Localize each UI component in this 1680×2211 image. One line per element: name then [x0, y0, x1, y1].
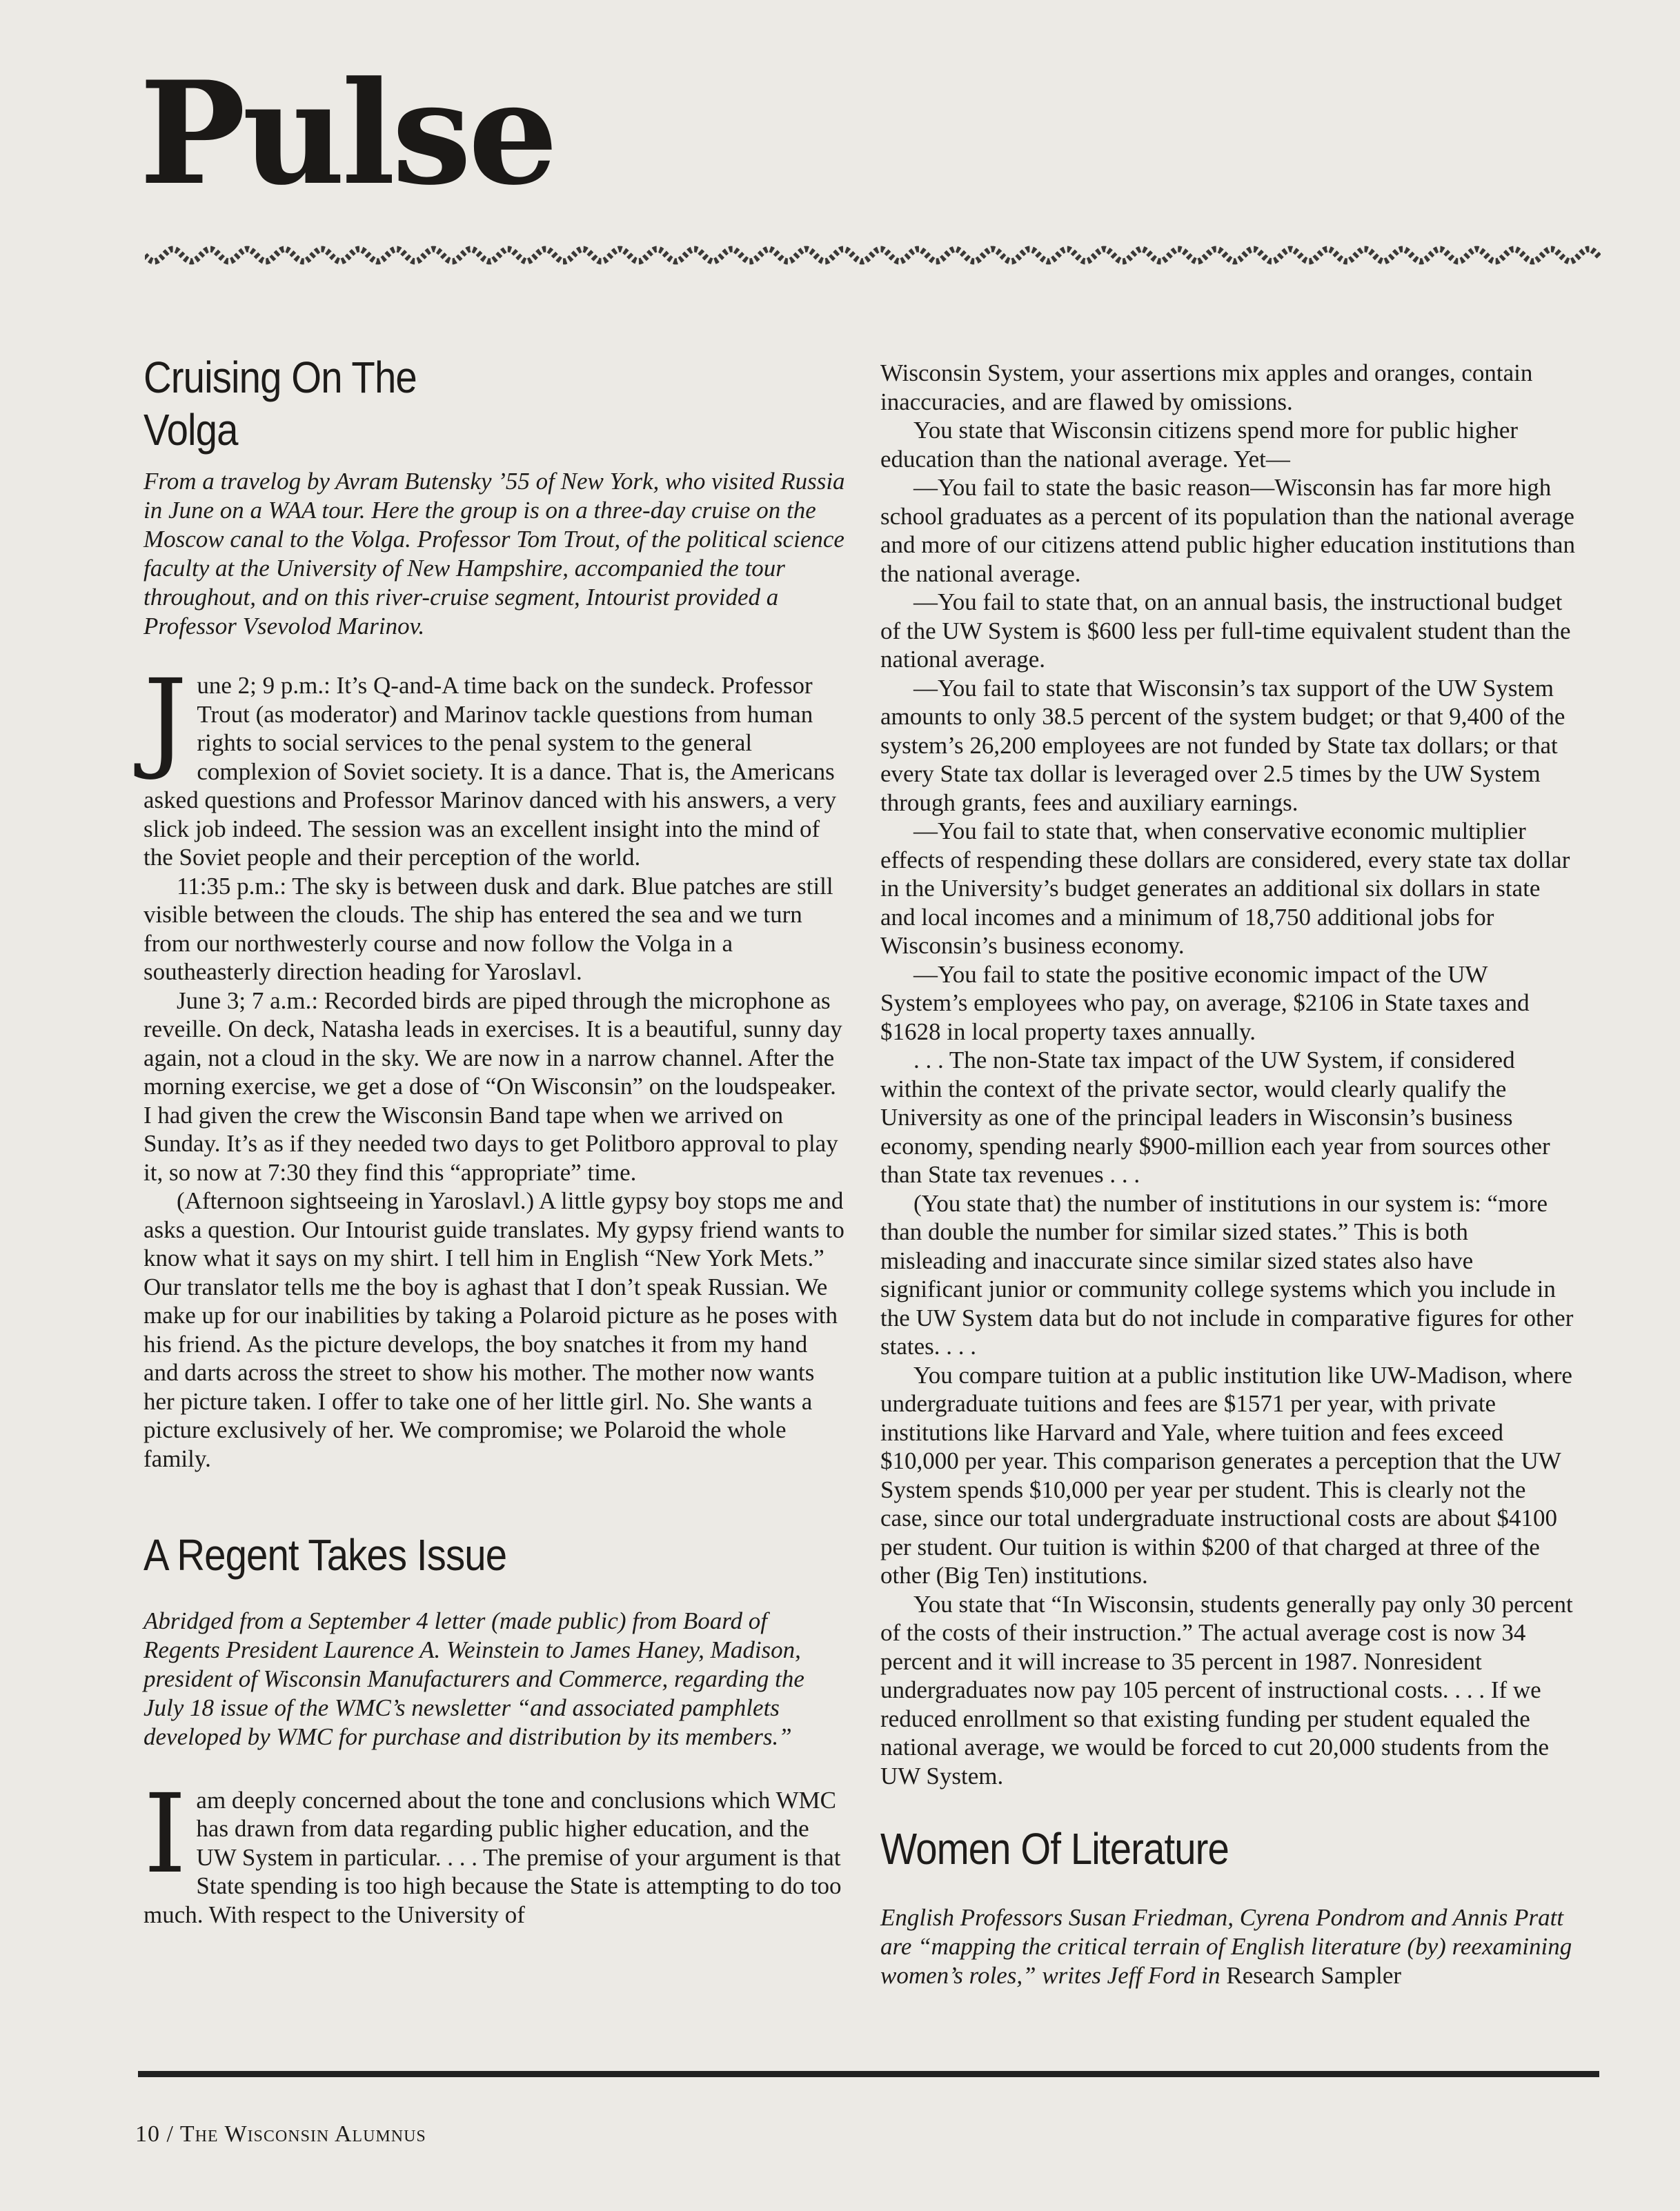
paragraph: —You fail to state the basic reason—Wisconsin has far more high school graduates as a percent of its population than the national average and more of our citizens attend public higher education institutions than the national average.: [880, 474, 1575, 587]
paragraph: 11:35 p.m.: The sky is between dusk and dark. Blue patches are still visible between the clouds. The ship has entered the sea and we turn from our northwesterly course and now follow the Volga in a southeasterly direction heading for Yaroslavl.: [144, 872, 833, 986]
article-body-cruising: [144, 656, 847, 1473]
drop-cap: I: [144, 1770, 187, 1898]
article-title-regent: A Regent Takes Issue: [144, 1530, 507, 1580]
paragraph: —You fail to state that, on an annual basis, the instructional budget of the UW System is $600 less per full-time equivalent student than the national average.: [880, 588, 1571, 673]
drop-cap: J: [144, 656, 188, 784]
paragraph: —You fail to state the positive economic impact of the UW System’s employees who pay, on average, $2106 in State taxes and $1628 in local property taxes annually.: [880, 960, 1530, 1045]
paragraph: . . . The non-State tax impact of the UW System, if considered within the context of the private sector, would clearly qualify the University as one of the principal leaders in Wisconsin’s business economy, spending nearly $900-million each year from sources other than State tax revenues . . .: [880, 1047, 1550, 1188]
publication-name: Research Sampler: [1226, 1961, 1402, 1989]
left-column: [144, 352, 847, 1929]
paragraph: You compare tuition at a public institution like UW-Madison, where undergraduate tuitions and fees are $1571 per year, with private institutions like Harvard and Yale, where tuition and fees exceed $10,000 per year. This comparison generates a perception that the UW System spends $10,000 per year per student. This is clearly not the case, since our total undergraduate instructional costs are about $4100 per student. Our tuition is within $200 of that charged at three of the other (Big Ten) institutions.: [880, 1361, 1572, 1589]
article-title-women: Women Of Literature: [880, 1824, 1229, 1874]
paragraph: —You fail to state that Wisconsin’s tax support of the UW System amounts to only 38.5 percent of the system budget; or that 9,400 of the system’s 26,200 employees are not funded by State tax dollars; or that every State tax dollar is leveraged over 2.5 times by the UW System through grants, fees and auxiliary earnings.: [880, 674, 1565, 816]
article-body-regent-start: [144, 1770, 847, 1930]
footer-rule: [138, 2071, 1599, 2077]
wave-divider: [145, 241, 1601, 269]
paragraph: You state that “In Wisconsin, students generally pay only 30 percent of the costs of their instruction.” The actual average cost is now 34 percent and it will increase to 35 percent in 1987. Nonresident undergraduates now pay 105 percent of instructional costs. . . . If we reduced enrollment so that existing funding per student equaled the national average, we would be forced to cut 20,000 students from the UW System.: [880, 1590, 1573, 1789]
paragraph: —You fail to state that, when conservative economic multiplier effects of respending these dollars are considered, every state tax dollar in the University’s budget generates an additional six dollars in state and local incomes and a minimum of 18,750 additional jobs for Wisconsin’s business economy.: [880, 817, 1570, 959]
masthead-title: Pulse: [139, 51, 555, 217]
paragraph: (You state that) the number of institutions in our system is: “more than double the number for similar sized states.” This is both misleading and inaccurate since similar sized states also have significant junior or community college systems which you include in the UW System data but do not include in comparative figures for other states. . . .: [880, 1189, 1574, 1360]
article-intro-women: [880, 1903, 1577, 1990]
paragraph: Wisconsin System, your assertions mix apples and oranges, contain inaccuracies, and are flawed by omissions.: [880, 359, 1533, 415]
paragraph: You state that Wisconsin citizens spend more for public higher education than the national average. Yet—: [880, 417, 1519, 473]
article-intro-regent: Abridged from a September 4 letter (made public) from Board of Regents President Laurence A. Weinstein to James Haney, Madison, president of Wisconsin Manufacturers and Commerce, regarding the July 18 issue of the WMC’s newsletter “and associated pamphlets developed by WMC for purchase and distribution by its members.”: [144, 1607, 804, 1750]
article-body-regent-cont: [880, 359, 1577, 1790]
page-footer: 10 / The Wisconsin Alumnus: [135, 2121, 426, 2147]
intro-text: English Professors Susan Friedman, Cyrena Pondrom and Annis Pratt are “mapping the critical terrain of English literature (by) reexamining women’s roles,” writes Jeff Ford in: [880, 1903, 1572, 1989]
right-column: [880, 359, 1577, 1990]
paragraph: (Afternoon sightseeing in Yaroslavl.) A little gypsy boy stops me and asks a question. Our Intourist guide translates. My gypsy friend wants to know what it says on my shirt. I tell him in English “New York Mets.” Our translator tells me the boy is aghast that I don’t speak Russian. We make up for our inabilities by taking a Polaroid picture as he poses with his friend. As the picture develops, the boy snatches it from my hand and darts across the street to show his mother. The mother now wants her picture taken. I offer to take one of her little girl. No. She wants a picture exclusively of her. We compromise; we Polaroid the whole family.: [144, 1187, 844, 1472]
paragraph: une 2; 9 p.m.: It’s Q-and-A time back on the sundeck. Professor Trout (as moderator) and Marinov tackle questions from human rights to social services to the penal system to the general complexion of Soviet society. It is a dance. That is, the Americans asked questions and Professor Marinov danced with his answers, a very slick job indeed. The session was an excellent insight into the mind of the Soviet people and their perception of the world.: [144, 672, 837, 871]
article-title-cruising: Cruising On The Volga: [144, 353, 417, 455]
article-intro-cruising: From a travelog by Avram Butensky ’55 of New York, who visited Russia in June on a WAA tour. Here the group is on a three-day cruise on the Moscow canal to the Volga. Professor Tom Trout, of the political science faculty at the University of New Hampshire, accompanied the tour throughout, and on this river-cruise segment, Intourist provided a Professor Vsevolod Marinov.: [144, 468, 845, 640]
paragraph: June 3; 7 a.m.: Recorded birds are piped through the microphone as reveille. On deck, Natasha leads in exercises. It is a beautiful, sunny day again, not a cloud in the sky. We are now in a narrow channel. After the morning exercise, we get a dose of “On Wisconsin” on the loudspeaker. I had given the crew the Wisconsin Band tape when we arrived on Sunday. It’s as if they needed two days to get Politboro approval to play it, so now at 7:30 they find this “appropriate” time.: [144, 986, 842, 1186]
paragraph: am deeply concerned about the tone and conclusions which WMC has drawn from data regarding public higher education, and the UW System in particular. . . . The premise of your argument is that State spending is too high because the State is attempting to do too much. With respect to the University of: [144, 1786, 842, 1928]
